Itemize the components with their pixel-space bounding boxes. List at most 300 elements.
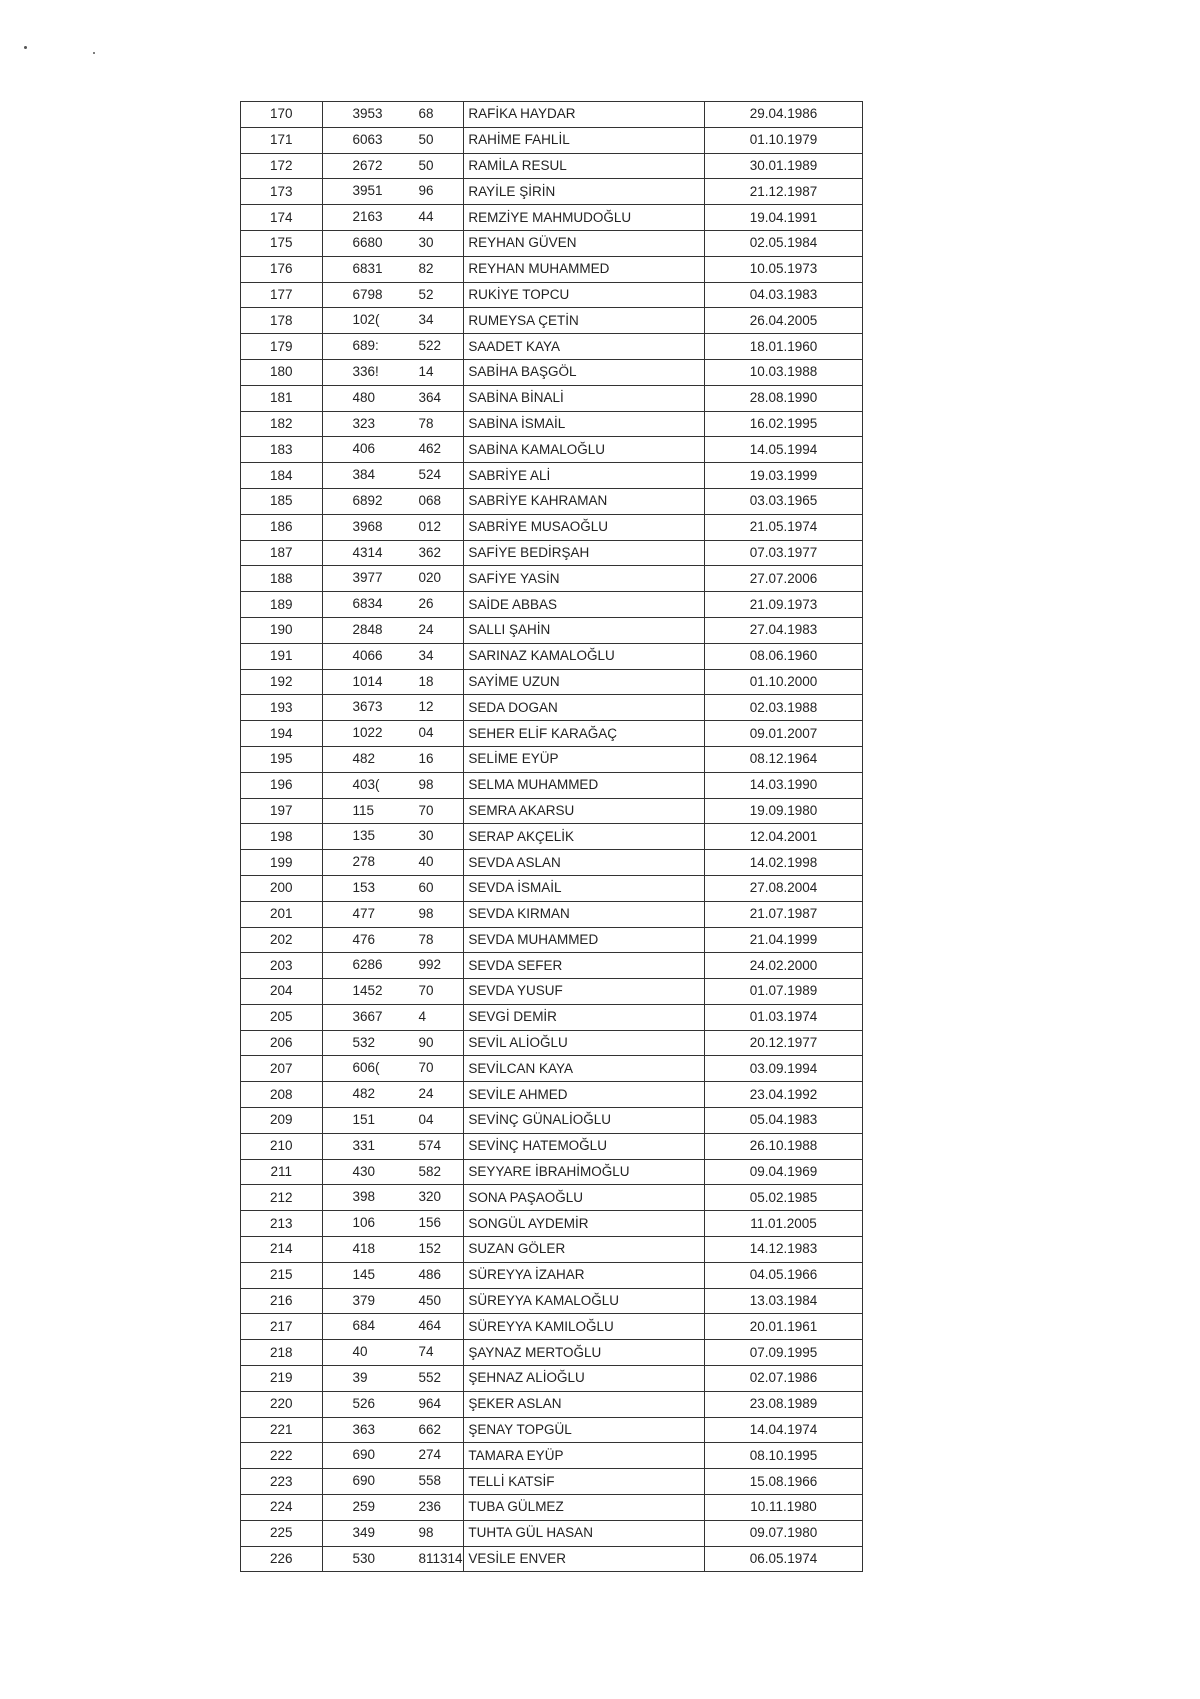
- id-number-visible-end: 98: [418, 1524, 434, 1540]
- redaction-mark: [405, 154, 419, 179]
- redaction-mark: [405, 1547, 419, 1572]
- table-row: [241, 1495, 863, 1521]
- row-number-cell: 198: [241, 824, 323, 850]
- table-row: [241, 1469, 863, 1495]
- id-number-cell: [322, 514, 464, 540]
- redaction-mark: [405, 102, 419, 127]
- id-number-cell: [322, 901, 464, 927]
- table-row: [241, 1314, 863, 1340]
- full-name-cell: ŞENAY TOPGÜL: [464, 1417, 705, 1443]
- id-number-visible-end: 90: [418, 1034, 434, 1050]
- table-row: [241, 437, 863, 463]
- row-number-cell: 180: [241, 359, 323, 385]
- table-row: [241, 334, 863, 360]
- id-number-visible-end: 152: [418, 1241, 442, 1257]
- full-name-cell: SÜREYYA KAMALOĞLU: [464, 1288, 705, 1314]
- id-number-visible-end: 98: [418, 905, 434, 921]
- table-row: [241, 102, 863, 128]
- id-number-cell: [322, 282, 464, 308]
- id-number-visible-start: 1022: [352, 725, 383, 741]
- id-number-visible-start: 1452: [352, 983, 383, 999]
- full-name-cell: SALLI ŞAHİN: [464, 617, 705, 643]
- id-number-visible-end: 40: [418, 854, 434, 870]
- redaction-mark: [405, 463, 419, 488]
- full-name-cell: SELMA MUHAMMED: [464, 772, 705, 798]
- full-name-cell: RAYİLE ŞİRİN: [464, 179, 705, 205]
- redaction-mark: [405, 1469, 419, 1494]
- id-number-cell: [322, 1469, 464, 1495]
- row-number-cell: 210: [241, 1133, 323, 1159]
- id-number-visible-end: 236: [418, 1499, 442, 1515]
- row-number-cell: 211: [241, 1159, 323, 1185]
- table-row: [241, 488, 863, 514]
- redaction-mark: [405, 1160, 419, 1185]
- full-name-cell: SAİDE ABBAS: [464, 592, 705, 618]
- id-number-visible-start: 690: [352, 1473, 376, 1489]
- birth-date-cell: 02.05.1984: [704, 230, 862, 256]
- row-number-cell: 206: [241, 1030, 323, 1056]
- id-number-visible-end: 34: [418, 647, 434, 663]
- redaction-mark: [405, 437, 419, 462]
- id-number-visible-start: 6680: [352, 234, 383, 250]
- id-number-visible-end: 18: [418, 673, 434, 689]
- id-number-cell: [322, 695, 464, 721]
- row-number-cell: 188: [241, 566, 323, 592]
- id-number-visible-start: 3951: [352, 183, 383, 199]
- birth-date-cell: 26.10.1988: [704, 1133, 862, 1159]
- table-row: [241, 205, 863, 231]
- id-number-cell: [322, 1159, 464, 1185]
- id-number-visible-start: 3667: [352, 1008, 383, 1024]
- full-name-cell: SEMRA AKARSU: [464, 798, 705, 824]
- id-number-visible-start: 403(: [352, 776, 380, 792]
- full-name-cell: SONGÜL AYDEMİR: [464, 1211, 705, 1237]
- table-row: [241, 1340, 863, 1366]
- table-row: [241, 1108, 863, 1134]
- birth-date-cell: 21.12.1987: [704, 179, 862, 205]
- row-number-cell: 195: [241, 746, 323, 772]
- table-row: [241, 927, 863, 953]
- id-number-visible-end: 96: [418, 183, 434, 199]
- row-number-cell: 194: [241, 721, 323, 747]
- full-name-cell: SEYYARE İBRAHİMOĞLU: [464, 1159, 705, 1185]
- table-row: [241, 850, 863, 876]
- id-number-cell: [322, 592, 464, 618]
- row-number-cell: 207: [241, 1056, 323, 1082]
- row-number-cell: 192: [241, 669, 323, 695]
- birth-date-cell: 14.05.1994: [704, 437, 862, 463]
- id-number-visible-end: 4: [418, 1008, 427, 1024]
- redaction-mark: [405, 334, 419, 359]
- birth-date-cell: 21.04.1999: [704, 927, 862, 953]
- row-number-cell: 179: [241, 334, 323, 360]
- redaction-mark: [405, 1443, 419, 1468]
- row-number-cell: 185: [241, 488, 323, 514]
- table-row: [241, 463, 863, 489]
- birth-date-cell: 05.02.1985: [704, 1185, 862, 1211]
- redaction-mark: [405, 1005, 419, 1030]
- id-number-cell: [322, 437, 464, 463]
- redaction-mark: [405, 1134, 419, 1159]
- row-number-cell: 216: [241, 1288, 323, 1314]
- birth-date-cell: 28.08.1990: [704, 385, 862, 411]
- id-number-cell: [322, 359, 464, 385]
- birth-date-cell: 27.04.1983: [704, 617, 862, 643]
- id-number-visible-end: 462: [418, 441, 442, 457]
- full-name-cell: SABRİYE KAHRAMAN: [464, 488, 705, 514]
- id-number-visible-start: 135: [352, 828, 376, 844]
- id-number-cell: [322, 746, 464, 772]
- row-number-cell: 190: [241, 617, 323, 643]
- id-number-visible-end: 26: [418, 596, 434, 612]
- full-name-cell: SUZAN GÖLER: [464, 1237, 705, 1263]
- id-number-visible-end: 98: [418, 776, 434, 792]
- full-name-cell: SEVDA SEFER: [464, 953, 705, 979]
- id-number-visible-start: 106: [352, 1215, 376, 1231]
- id-number-visible-start: 349: [352, 1524, 376, 1540]
- table-row: [241, 411, 863, 437]
- redaction-mark: [405, 128, 419, 153]
- table-row: [241, 127, 863, 153]
- id-number-visible-start: 6286: [352, 957, 383, 973]
- id-number-visible-end: 44: [418, 209, 434, 225]
- id-number-visible-end: 320: [418, 1189, 442, 1205]
- id-number-visible-start: 3977: [352, 570, 383, 586]
- row-number-cell: 226: [241, 1546, 323, 1572]
- redaction-mark: [405, 670, 419, 695]
- id-number-visible-end: 274: [418, 1447, 442, 1463]
- table-row: [241, 592, 863, 618]
- row-number-cell: 197: [241, 798, 323, 824]
- table-row: [241, 179, 863, 205]
- id-number-visible-end: 82: [418, 260, 434, 276]
- row-number-cell: 200: [241, 875, 323, 901]
- row-number-cell: 220: [241, 1391, 323, 1417]
- birth-date-cell: 27.07.2006: [704, 566, 862, 592]
- id-number-visible-end: 34: [418, 312, 434, 328]
- id-number-cell: [322, 179, 464, 205]
- full-name-cell: SEVDA ASLAN: [464, 850, 705, 876]
- row-number-cell: 215: [241, 1262, 323, 1288]
- id-number-cell: [322, 1391, 464, 1417]
- id-number-visible-start: 476: [352, 931, 376, 947]
- id-number-cell: [322, 798, 464, 824]
- id-number-visible-start: 379: [352, 1292, 376, 1308]
- redaction-mark: [405, 1082, 419, 1107]
- birth-date-cell: 08.06.1960: [704, 643, 862, 669]
- id-number-cell: [322, 102, 464, 128]
- id-number-visible-end: 30: [418, 828, 434, 844]
- id-number-visible-start: 115: [352, 802, 375, 818]
- birth-date-cell: 10.05.1973: [704, 256, 862, 282]
- id-number-visible-end: 68: [418, 106, 434, 121]
- id-number-visible-end: 486: [418, 1266, 442, 1282]
- id-number-visible-start: 278: [352, 854, 376, 870]
- full-name-cell: RAMİLA RESUL: [464, 153, 705, 179]
- table-row: [241, 1159, 863, 1185]
- id-number-visible-start: 6063: [352, 131, 383, 147]
- row-number-cell: 191: [241, 643, 323, 669]
- id-number-visible-end: 020: [418, 570, 442, 586]
- full-name-cell: SONA PAŞAOĞLU: [464, 1185, 705, 1211]
- birth-date-cell: 13.03.1984: [704, 1288, 862, 1314]
- id-number-cell: [322, 1288, 464, 1314]
- id-number-visible-start: 684: [352, 1318, 376, 1334]
- table-row: [241, 1237, 863, 1263]
- birth-date-cell: 09.01.2007: [704, 721, 862, 747]
- row-number-cell: 221: [241, 1417, 323, 1443]
- id-number-visible-start: 39: [352, 1370, 368, 1386]
- row-number-cell: 186: [241, 514, 323, 540]
- id-number-cell: [322, 1185, 464, 1211]
- full-name-cell: SEVİNÇ GÜNALİOĞLU: [464, 1108, 705, 1134]
- birth-date-cell: 24.02.2000: [704, 953, 862, 979]
- row-number-cell: 218: [241, 1340, 323, 1366]
- table-row: [241, 643, 863, 669]
- id-number-visible-start: 363: [352, 1421, 376, 1437]
- birth-date-cell: 02.03.1988: [704, 695, 862, 721]
- full-name-cell: SAYİME UZUN: [464, 669, 705, 695]
- table-row: [241, 1211, 863, 1237]
- id-number-visible-start: 526: [352, 1395, 376, 1411]
- redaction-mark: [405, 1211, 419, 1236]
- row-number-cell: 173: [241, 179, 323, 205]
- table-row: [241, 1262, 863, 1288]
- full-name-cell: SEVİLCAN KAYA: [464, 1056, 705, 1082]
- id-number-cell: [322, 850, 464, 876]
- row-number-cell: 187: [241, 540, 323, 566]
- row-number-cell: 183: [241, 437, 323, 463]
- birth-date-cell: 19.03.1999: [704, 463, 862, 489]
- row-number-cell: 177: [241, 282, 323, 308]
- id-number-visible-start: 3673: [352, 699, 383, 715]
- full-name-cell: SÜREYYA KAMILOĞLU: [464, 1314, 705, 1340]
- id-number-visible-start: 532: [352, 1034, 376, 1050]
- row-number-cell: 223: [241, 1469, 323, 1495]
- table-row: [241, 308, 863, 334]
- birth-date-cell: 10.03.1988: [704, 359, 862, 385]
- id-number-visible-start: 530: [352, 1550, 376, 1566]
- full-name-cell: TUBA GÜLMEZ: [464, 1495, 705, 1521]
- id-number-visible-end: 78: [418, 415, 434, 431]
- id-number-visible-start: 331: [352, 1137, 376, 1153]
- table-row: [241, 1082, 863, 1108]
- table-row: [241, 1288, 863, 1314]
- full-name-cell: ŞEHNAZ ALİOĞLU: [464, 1366, 705, 1392]
- redaction-mark: [405, 618, 419, 643]
- birth-date-cell: 14.12.1983: [704, 1237, 862, 1263]
- registry-table-body: [241, 102, 863, 1572]
- redaction-mark: [405, 1366, 419, 1391]
- redaction-mark: [405, 1340, 419, 1365]
- id-number-visible-start: 482: [352, 1086, 376, 1102]
- id-number-cell: [322, 1004, 464, 1030]
- birth-date-cell: 11.01.2005: [704, 1211, 862, 1237]
- id-number-visible-start: 690: [352, 1447, 376, 1463]
- row-number-cell: 219: [241, 1366, 323, 1392]
- redaction-mark: [405, 1263, 419, 1288]
- full-name-cell: RAHİME FAHLİL: [464, 127, 705, 153]
- id-number-visible-start: 477: [352, 905, 376, 921]
- id-number-cell: [322, 308, 464, 334]
- id-number-visible-start: 480: [352, 389, 376, 405]
- row-number-cell: 178: [241, 308, 323, 334]
- birth-date-cell: 21.09.1973: [704, 592, 862, 618]
- full-name-cell: SABRİYE MUSAOĞLU: [464, 514, 705, 540]
- id-number-cell: [322, 385, 464, 411]
- redaction-mark: [405, 412, 419, 437]
- table-row: [241, 153, 863, 179]
- row-number-cell: 205: [241, 1004, 323, 1030]
- person-registry-table: [240, 101, 863, 1572]
- id-number-visible-start: 384: [352, 467, 376, 483]
- row-number-cell: 199: [241, 850, 323, 876]
- row-number-cell: 171: [241, 127, 323, 153]
- full-name-cell: SEVİL ALİOĞLU: [464, 1030, 705, 1056]
- full-name-cell: SELİME EYÜP: [464, 746, 705, 772]
- table-row: [241, 1391, 863, 1417]
- table-row: [241, 617, 863, 643]
- id-number-visible-start: 4314: [352, 544, 383, 560]
- table-row: [241, 1030, 863, 1056]
- full-name-cell: SARINAZ KAMALOĞLU: [464, 643, 705, 669]
- full-name-cell: ŞEKER ASLAN: [464, 1391, 705, 1417]
- row-number-cell: 201: [241, 901, 323, 927]
- redaction-mark: [405, 1314, 419, 1339]
- table-row: [241, 1520, 863, 1546]
- birth-date-cell: 19.04.1991: [704, 205, 862, 231]
- id-number-cell: [322, 927, 464, 953]
- birth-date-cell: 01.10.1979: [704, 127, 862, 153]
- id-number-visible-end: 24: [418, 1086, 434, 1102]
- table-row: [241, 979, 863, 1005]
- id-number-visible-start: 102(: [352, 312, 380, 328]
- row-number-cell: 204: [241, 979, 323, 1005]
- row-number-cell: 222: [241, 1443, 323, 1469]
- row-number-cell: 181: [241, 385, 323, 411]
- id-number-visible-start: 6834: [352, 596, 383, 612]
- id-number-visible-end: 70: [418, 1060, 434, 1076]
- redaction-mark: [405, 257, 419, 282]
- birth-date-cell: 12.04.2001: [704, 824, 862, 850]
- row-number-cell: 224: [241, 1495, 323, 1521]
- id-number-visible-end: 14: [418, 363, 434, 379]
- redaction-mark: [405, 1418, 419, 1443]
- id-number-visible-start: 6798: [352, 286, 383, 302]
- id-number-cell: [322, 1520, 464, 1546]
- id-number-cell: [322, 411, 464, 437]
- table-row: [241, 566, 863, 592]
- id-number-visible-start: 2163: [352, 209, 383, 225]
- id-number-visible-end: 04: [418, 725, 434, 741]
- id-number-cell: [322, 1314, 464, 1340]
- redaction-mark: [405, 773, 419, 798]
- id-number-cell: [322, 230, 464, 256]
- birth-date-cell: 19.09.1980: [704, 798, 862, 824]
- row-number-cell: 202: [241, 927, 323, 953]
- id-number-visible-start: 3968: [352, 518, 383, 534]
- id-number-cell: [322, 205, 464, 231]
- id-number-cell: [322, 643, 464, 669]
- id-number-visible-end: 50: [418, 131, 434, 147]
- birth-date-cell: 09.04.1969: [704, 1159, 862, 1185]
- row-number-cell: 212: [241, 1185, 323, 1211]
- scan-speck: [93, 52, 95, 54]
- id-number-visible-end: 964: [418, 1395, 442, 1411]
- redaction-mark: [405, 386, 419, 411]
- birth-date-cell: 01.03.1974: [704, 1004, 862, 1030]
- birth-date-cell: 06.05.1974: [704, 1546, 862, 1572]
- table-row: [241, 901, 863, 927]
- id-number-cell: [322, 334, 464, 360]
- id-number-cell: [322, 824, 464, 850]
- table-row: [241, 669, 863, 695]
- id-number-visible-end: 450: [418, 1292, 442, 1308]
- id-number-cell: [322, 1340, 464, 1366]
- redaction-mark: [405, 1521, 419, 1546]
- redaction-mark: [405, 747, 419, 772]
- id-number-visible-start: 4066: [352, 647, 383, 663]
- birth-date-cell: 18.01.1960: [704, 334, 862, 360]
- table-row: [241, 695, 863, 721]
- id-number-visible-end: 30: [418, 234, 434, 250]
- full-name-cell: SEVGİ DEMİR: [464, 1004, 705, 1030]
- row-number-cell: 189: [241, 592, 323, 618]
- id-number-visible-start: 606(: [352, 1060, 380, 1076]
- redaction-mark: [405, 360, 419, 385]
- full-name-cell: SABİNA BİNALİ: [464, 385, 705, 411]
- id-number-visible-start: 40: [352, 1344, 368, 1360]
- redaction-mark: [405, 953, 419, 978]
- birth-date-cell: 27.08.2004: [704, 875, 862, 901]
- table-row: [241, 1056, 863, 1082]
- redaction-mark: [405, 1495, 419, 1520]
- full-name-cell: SEHER ELİF KARAĞAÇ: [464, 721, 705, 747]
- redaction-mark: [405, 928, 419, 953]
- full-name-cell: TELLİ KATSİF: [464, 1469, 705, 1495]
- id-number-cell: [322, 1366, 464, 1392]
- table-row: [241, 1417, 863, 1443]
- id-number-visible-start: 145: [352, 1266, 376, 1282]
- id-number-cell: [322, 463, 464, 489]
- full-name-cell: SEVDA YUSUF: [464, 979, 705, 1005]
- full-name-cell: SAADET KAYA: [464, 334, 705, 360]
- redaction-mark: [405, 592, 419, 617]
- table-row: [241, 1546, 863, 1572]
- id-number-cell: [322, 721, 464, 747]
- redaction-mark: [405, 1289, 419, 1314]
- birth-date-cell: 15.08.1966: [704, 1469, 862, 1495]
- birth-date-cell: 14.03.1990: [704, 772, 862, 798]
- redaction-mark: [405, 644, 419, 669]
- full-name-cell: SABİNA İSMAİL: [464, 411, 705, 437]
- birth-date-cell: 01.10.2000: [704, 669, 862, 695]
- table-row: [241, 359, 863, 385]
- full-name-cell: REMZİYE MAHMUDOĞLU: [464, 205, 705, 231]
- id-number-visible-start: 430: [352, 1163, 376, 1179]
- id-number-cell: [322, 1082, 464, 1108]
- id-number-cell: [322, 1417, 464, 1443]
- birth-date-cell: 21.05.1974: [704, 514, 862, 540]
- row-number-cell: 217: [241, 1314, 323, 1340]
- birth-date-cell: 30.01.1989: [704, 153, 862, 179]
- id-number-visible-end: 992: [418, 957, 442, 973]
- id-number-cell: [322, 488, 464, 514]
- table-row: [241, 953, 863, 979]
- full-name-cell: SEVİLE AHMED: [464, 1082, 705, 1108]
- full-name-cell: ŞAYNAZ MERTOĞLU: [464, 1340, 705, 1366]
- row-number-cell: 182: [241, 411, 323, 437]
